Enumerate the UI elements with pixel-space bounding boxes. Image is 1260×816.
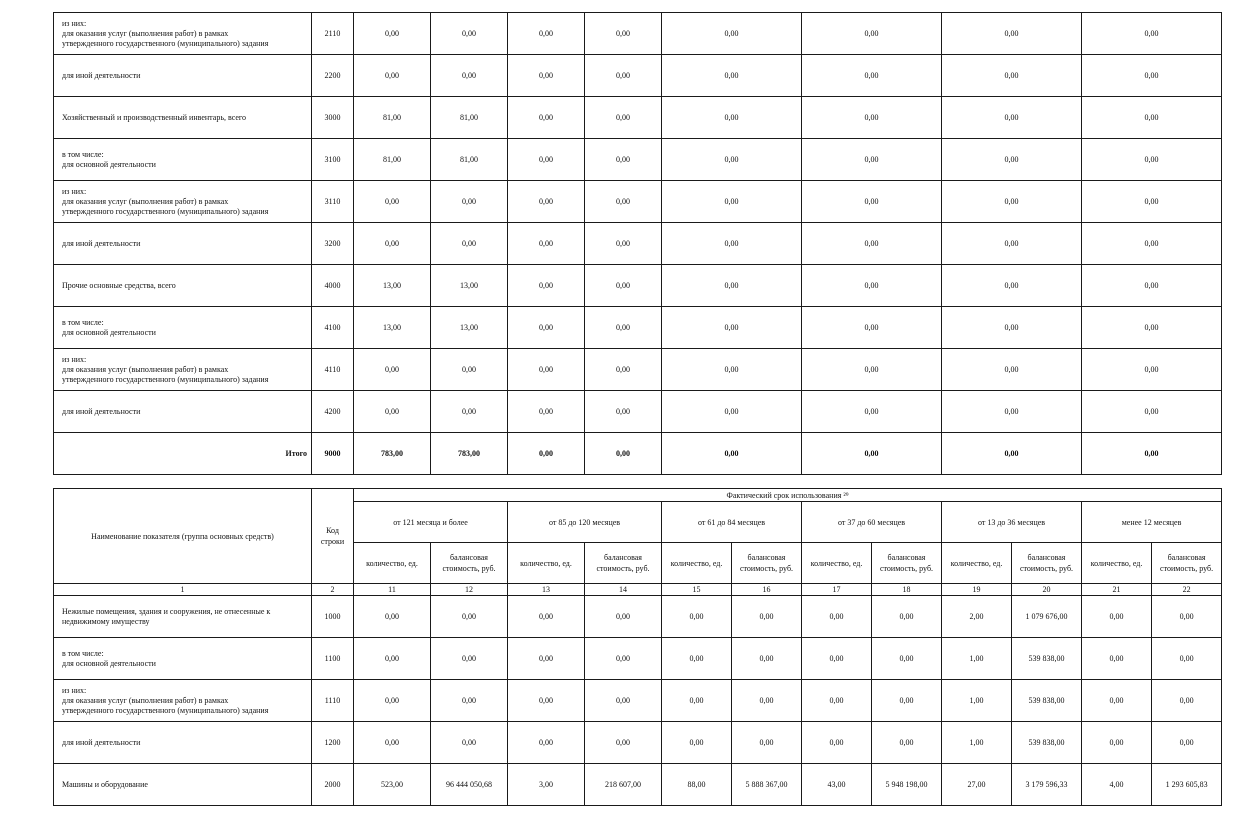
value-cell: 0,00 — [1082, 596, 1152, 638]
row-code: 1200 — [312, 722, 354, 764]
value-cell: 539 838,00 — [1012, 722, 1082, 764]
value-cell: 0,00 — [508, 307, 585, 349]
value-cell: 81,00 — [431, 97, 508, 139]
value-cell: 0,00 — [431, 680, 508, 722]
value-cell: 0,00 — [431, 391, 508, 433]
value-cell: 0,00 — [802, 391, 942, 433]
cost-header: балансовая стоимость, руб. — [1152, 543, 1222, 584]
total-value-cell: 0,00 — [1082, 433, 1222, 475]
code-column-header: Код строки — [312, 489, 354, 584]
value-cell: 218 607,00 — [585, 764, 662, 806]
quantity-header: количество, ед. — [662, 543, 732, 584]
value-cell: 0,00 — [942, 13, 1082, 55]
value-cell: 0,00 — [354, 55, 431, 97]
period-header: менее 12 месяцев — [1082, 502, 1222, 543]
value-cell: 0,00 — [431, 349, 508, 391]
value-cell: 0,00 — [508, 638, 585, 680]
value-cell: 0,00 — [508, 13, 585, 55]
row-name — [54, 638, 312, 680]
value-cell: 539 838,00 — [1012, 680, 1082, 722]
value-cell: 0,00 — [802, 223, 942, 265]
quantity-header: количество, ед. — [508, 543, 585, 584]
column-number: 15 — [662, 584, 732, 596]
value-cell: 0,00 — [1152, 638, 1222, 680]
value-cell: 0,00 — [1082, 55, 1222, 97]
row-code: 1000 — [312, 596, 354, 638]
value-cell: 0,00 — [508, 722, 585, 764]
value-cell: 0,00 — [802, 181, 942, 223]
value-cell: 0,00 — [585, 638, 662, 680]
row-code: 2200 — [312, 55, 354, 97]
column-number: 1 — [54, 584, 312, 596]
total-label: Итого — [54, 433, 312, 475]
value-cell: 0,00 — [1082, 97, 1222, 139]
row-name-line: для оказания услуг (выполнения работ) в рамках — [62, 28, 229, 38]
value-cell: 0,00 — [1082, 265, 1222, 307]
row-name — [54, 55, 312, 97]
value-cell: 0,00 — [354, 596, 431, 638]
cost-header: балансовая стоимость, руб. — [732, 543, 802, 584]
row-name — [54, 391, 312, 433]
value-cell: 5 948 198,00 — [872, 764, 942, 806]
quantity-header: количество, ед. — [354, 543, 431, 584]
table-row — [54, 596, 1222, 638]
value-cell: 0,00 — [585, 181, 662, 223]
value-cell: 0,00 — [662, 139, 802, 181]
value-cell: 539 838,00 — [1012, 638, 1082, 680]
value-cell: 81,00 — [354, 97, 431, 139]
value-cell: 0,00 — [1082, 307, 1222, 349]
row-name-line: Нежилые помещения, здания и сооружения, не отнесенные к — [62, 606, 271, 616]
value-cell: 88,00 — [662, 764, 732, 806]
value-cell: 0,00 — [508, 265, 585, 307]
value-cell: 0,00 — [585, 139, 662, 181]
row-name-line: для оказания услуг (выполнения работ) в рамках — [62, 364, 229, 374]
row-code: 2000 — [312, 764, 354, 806]
value-cell: 0,00 — [431, 596, 508, 638]
value-cell: 0,00 — [585, 722, 662, 764]
total-value-cell: 0,00 — [802, 433, 942, 475]
value-cell: 43,00 — [802, 764, 872, 806]
cost-header: балансовая стоимость, руб. — [872, 543, 942, 584]
value-cell: 0,00 — [431, 13, 508, 55]
value-cell: 0,00 — [585, 265, 662, 307]
column-number: 19 — [942, 584, 1012, 596]
column-number: 2 — [312, 584, 354, 596]
value-cell: 0,00 — [1082, 638, 1152, 680]
row-name-line: для основной деятельности — [62, 159, 156, 169]
period-header: от 121 месяца и более — [354, 502, 508, 543]
value-cell: 0,00 — [1152, 722, 1222, 764]
value-cell: 0,00 — [942, 265, 1082, 307]
value-cell: 0,00 — [942, 223, 1082, 265]
value-cell: 3 179 596,33 — [1012, 764, 1082, 806]
value-cell: 0,00 — [1082, 349, 1222, 391]
table-row — [54, 638, 1222, 680]
cost-header: балансовая стоимость, руб. — [1012, 543, 1082, 584]
value-cell: 0,00 — [431, 638, 508, 680]
value-cell: 13,00 — [354, 307, 431, 349]
value-cell: 5 888 367,00 — [732, 764, 802, 806]
value-cell: 0,00 — [1082, 139, 1222, 181]
value-cell: 0,00 — [942, 55, 1082, 97]
value-cell: 0,00 — [585, 223, 662, 265]
row-name-line: недвижимому имуществу — [62, 616, 150, 626]
row-name — [54, 181, 312, 223]
row-code: 1100 — [312, 638, 354, 680]
row-name-line: для иной деятельности — [62, 737, 141, 747]
table-row — [54, 139, 1222, 181]
value-cell: 1,00 — [942, 680, 1012, 722]
value-cell: 0,00 — [662, 13, 802, 55]
column-number: 18 — [872, 584, 942, 596]
value-cell: 0,00 — [662, 265, 802, 307]
row-name — [54, 307, 312, 349]
column-number: 16 — [732, 584, 802, 596]
period-header: от 37 до 60 месяцев — [802, 502, 942, 543]
value-cell: 0,00 — [942, 97, 1082, 139]
quantity-header: количество, ед. — [942, 543, 1012, 584]
table-row — [54, 55, 1222, 97]
row-name — [54, 596, 312, 638]
cost-header: балансовая стоимость, руб. — [431, 543, 508, 584]
usage-period-group-header: Фактический срок использования ²⁹ — [354, 489, 1222, 502]
table-row — [54, 391, 1222, 433]
value-cell: 0,00 — [662, 181, 802, 223]
value-cell: 0,00 — [802, 349, 942, 391]
total-row — [54, 433, 1222, 475]
total-value-cell: 0,00 — [942, 433, 1082, 475]
value-cell: 3,00 — [508, 764, 585, 806]
total-value-cell: 0,00 — [508, 433, 585, 475]
table-row — [54, 349, 1222, 391]
value-cell: 0,00 — [872, 596, 942, 638]
row-name-line: для основной деятельности — [62, 327, 156, 337]
period-header: от 61 до 84 месяцев — [662, 502, 802, 543]
table-row — [54, 265, 1222, 307]
quantity-header: количество, ед. — [1082, 543, 1152, 584]
value-cell: 0,00 — [1082, 223, 1222, 265]
row-code: 4200 — [312, 391, 354, 433]
row-code: 4110 — [312, 349, 354, 391]
value-cell: 81,00 — [354, 139, 431, 181]
value-cell: 0,00 — [732, 680, 802, 722]
value-cell: 0,00 — [508, 223, 585, 265]
value-cell: 0,00 — [662, 722, 732, 764]
column-number: 20 — [1012, 584, 1082, 596]
value-cell: 0,00 — [585, 596, 662, 638]
value-cell: 13,00 — [431, 265, 508, 307]
value-cell: 0,00 — [942, 139, 1082, 181]
row-name-line: Прочие основные средства, всего — [62, 280, 176, 290]
column-number: 12 — [431, 584, 508, 596]
row-name — [54, 13, 312, 55]
row-code: 3200 — [312, 223, 354, 265]
value-cell: 0,00 — [585, 97, 662, 139]
total-value-cell: 0,00 — [585, 433, 662, 475]
table-row — [54, 97, 1222, 139]
row-name — [54, 223, 312, 265]
value-cell: 96 444 050,68 — [431, 764, 508, 806]
period-header: от 13 до 36 месяцев — [942, 502, 1082, 543]
value-cell: 0,00 — [942, 391, 1082, 433]
value-cell: 0,00 — [354, 722, 431, 764]
row-name-line: Хозяйственный и производственный инвентарь, всего — [62, 112, 246, 122]
value-cell: 0,00 — [872, 680, 942, 722]
value-cell: 0,00 — [802, 265, 942, 307]
total-value-cell: 783,00 — [431, 433, 508, 475]
row-name — [54, 265, 312, 307]
value-cell: 0,00 — [585, 55, 662, 97]
row-code: 4000 — [312, 265, 354, 307]
row-name-line: для иной деятельности — [62, 238, 141, 248]
value-cell: 0,00 — [662, 596, 732, 638]
column-number: 21 — [1082, 584, 1152, 596]
value-cell: 0,00 — [662, 307, 802, 349]
value-cell: 0,00 — [662, 638, 732, 680]
value-cell: 0,00 — [508, 139, 585, 181]
row-code: 3110 — [312, 181, 354, 223]
row-code: 2110 — [312, 13, 354, 55]
column-number: 17 — [802, 584, 872, 596]
value-cell: 0,00 — [585, 13, 662, 55]
row-name-line: утвержденного государственного (муниципального) задания — [62, 374, 269, 384]
value-cell: 0,00 — [872, 638, 942, 680]
value-cell: 2,00 — [942, 596, 1012, 638]
value-cell: 0,00 — [732, 722, 802, 764]
value-cell: 0,00 — [662, 223, 802, 265]
value-cell: 0,00 — [1082, 680, 1152, 722]
bottom-table — [53, 488, 1222, 806]
table-row — [54, 764, 1222, 806]
table-row — [54, 223, 1222, 265]
top-table — [53, 12, 1222, 475]
value-cell: 0,00 — [354, 181, 431, 223]
row-name-line: утвержденного государственного (муниципального) задания — [62, 38, 269, 48]
value-cell: 0,00 — [802, 307, 942, 349]
value-cell: 0,00 — [662, 97, 802, 139]
value-cell: 0,00 — [354, 349, 431, 391]
row-name-line: для иной деятельности — [62, 406, 141, 416]
row-code: 3000 — [312, 97, 354, 139]
table-row — [54, 722, 1222, 764]
value-cell: 0,00 — [802, 722, 872, 764]
row-name-line: из них: — [62, 685, 87, 695]
value-cell: 27,00 — [942, 764, 1012, 806]
value-cell: 0,00 — [802, 139, 942, 181]
row-code: 3100 — [312, 139, 354, 181]
row-name-line: для оказания услуг (выполнения работ) в рамках — [62, 695, 229, 705]
row-name — [54, 722, 312, 764]
row-name — [54, 680, 312, 722]
row-name-line: для оказания услуг (выполнения работ) в рамках — [62, 196, 229, 206]
total-value-cell: 783,00 — [354, 433, 431, 475]
value-cell: 0,00 — [431, 55, 508, 97]
row-name-line: утвержденного государственного (муниципального) задания — [62, 206, 269, 216]
row-name-line: для основной деятельности — [62, 658, 156, 668]
value-cell: 0,00 — [354, 223, 431, 265]
value-cell: 1,00 — [942, 722, 1012, 764]
value-cell: 0,00 — [1082, 391, 1222, 433]
value-cell: 1,00 — [942, 638, 1012, 680]
value-cell: 0,00 — [802, 638, 872, 680]
value-cell: 81,00 — [431, 139, 508, 181]
row-name — [54, 139, 312, 181]
value-cell: 0,00 — [508, 97, 585, 139]
value-cell: 0,00 — [585, 349, 662, 391]
value-cell: 0,00 — [431, 223, 508, 265]
value-cell: 0,00 — [942, 181, 1082, 223]
value-cell: 0,00 — [354, 680, 431, 722]
value-cell: 13,00 — [354, 265, 431, 307]
cost-header: балансовая стоимость, руб. — [585, 543, 662, 584]
table-row — [54, 13, 1222, 55]
value-cell: 0,00 — [354, 13, 431, 55]
value-cell: 0,00 — [942, 307, 1082, 349]
value-cell: 0,00 — [585, 307, 662, 349]
period-header: от 85 до 120 месяцев — [508, 502, 662, 543]
value-cell: 0,00 — [508, 391, 585, 433]
value-cell: 0,00 — [732, 638, 802, 680]
value-cell: 0,00 — [802, 13, 942, 55]
column-number: 14 — [585, 584, 662, 596]
table-row — [54, 307, 1222, 349]
value-cell: 0,00 — [662, 391, 802, 433]
row-name-line: из них: — [62, 354, 87, 364]
value-cell: 0,00 — [354, 391, 431, 433]
row-code: 1110 — [312, 680, 354, 722]
value-cell: 0,00 — [1152, 680, 1222, 722]
total-code: 9000 — [312, 433, 354, 475]
value-cell: 0,00 — [585, 680, 662, 722]
value-cell: 1 293 605,83 — [1152, 764, 1222, 806]
row-name-line: в том числе: — [62, 149, 104, 159]
row-name-line: для иной деятельности — [62, 70, 141, 80]
value-cell: 1 079 676,00 — [1012, 596, 1082, 638]
value-cell: 0,00 — [662, 55, 802, 97]
name-column-header: Наименование показателя (группа основных средств) — [54, 489, 312, 584]
value-cell: 0,00 — [508, 55, 585, 97]
value-cell: 0,00 — [508, 181, 585, 223]
value-cell: 0,00 — [431, 722, 508, 764]
value-cell: 0,00 — [431, 181, 508, 223]
value-cell: 523,00 — [354, 764, 431, 806]
value-cell: 0,00 — [1082, 181, 1222, 223]
value-cell: 0,00 — [802, 55, 942, 97]
value-cell: 0,00 — [585, 391, 662, 433]
row-name-line: из них: — [62, 186, 87, 196]
value-cell: 0,00 — [802, 596, 872, 638]
quantity-header: количество, ед. — [802, 543, 872, 584]
value-cell: 0,00 — [508, 349, 585, 391]
value-cell: 0,00 — [732, 596, 802, 638]
value-cell: 0,00 — [872, 722, 942, 764]
row-code: 4100 — [312, 307, 354, 349]
value-cell: 4,00 — [1082, 764, 1152, 806]
row-name-line: Машины и оборудование — [62, 779, 148, 789]
value-cell: 0,00 — [662, 680, 732, 722]
value-cell: 0,00 — [942, 349, 1082, 391]
value-cell: 0,00 — [508, 680, 585, 722]
row-name-line: в том числе: — [62, 317, 104, 327]
column-number: 11 — [354, 584, 431, 596]
column-number: 22 — [1152, 584, 1222, 596]
value-cell: 0,00 — [1082, 722, 1152, 764]
value-cell: 0,00 — [662, 349, 802, 391]
table-row — [54, 181, 1222, 223]
value-cell: 0,00 — [802, 680, 872, 722]
value-cell: 0,00 — [354, 638, 431, 680]
column-number: 13 — [508, 584, 585, 596]
row-name — [54, 97, 312, 139]
row-name — [54, 349, 312, 391]
row-name-line: из них: — [62, 18, 87, 28]
row-name-line: в том числе: — [62, 648, 104, 658]
table-row — [54, 680, 1222, 722]
row-name-line: утвержденного государственного (муниципального) задания — [62, 705, 269, 715]
value-cell: 13,00 — [431, 307, 508, 349]
value-cell: 0,00 — [1152, 596, 1222, 638]
value-cell: 0,00 — [508, 596, 585, 638]
total-value-cell: 0,00 — [662, 433, 802, 475]
value-cell: 0,00 — [802, 97, 942, 139]
value-cell: 0,00 — [1082, 13, 1222, 55]
row-name — [54, 764, 312, 806]
